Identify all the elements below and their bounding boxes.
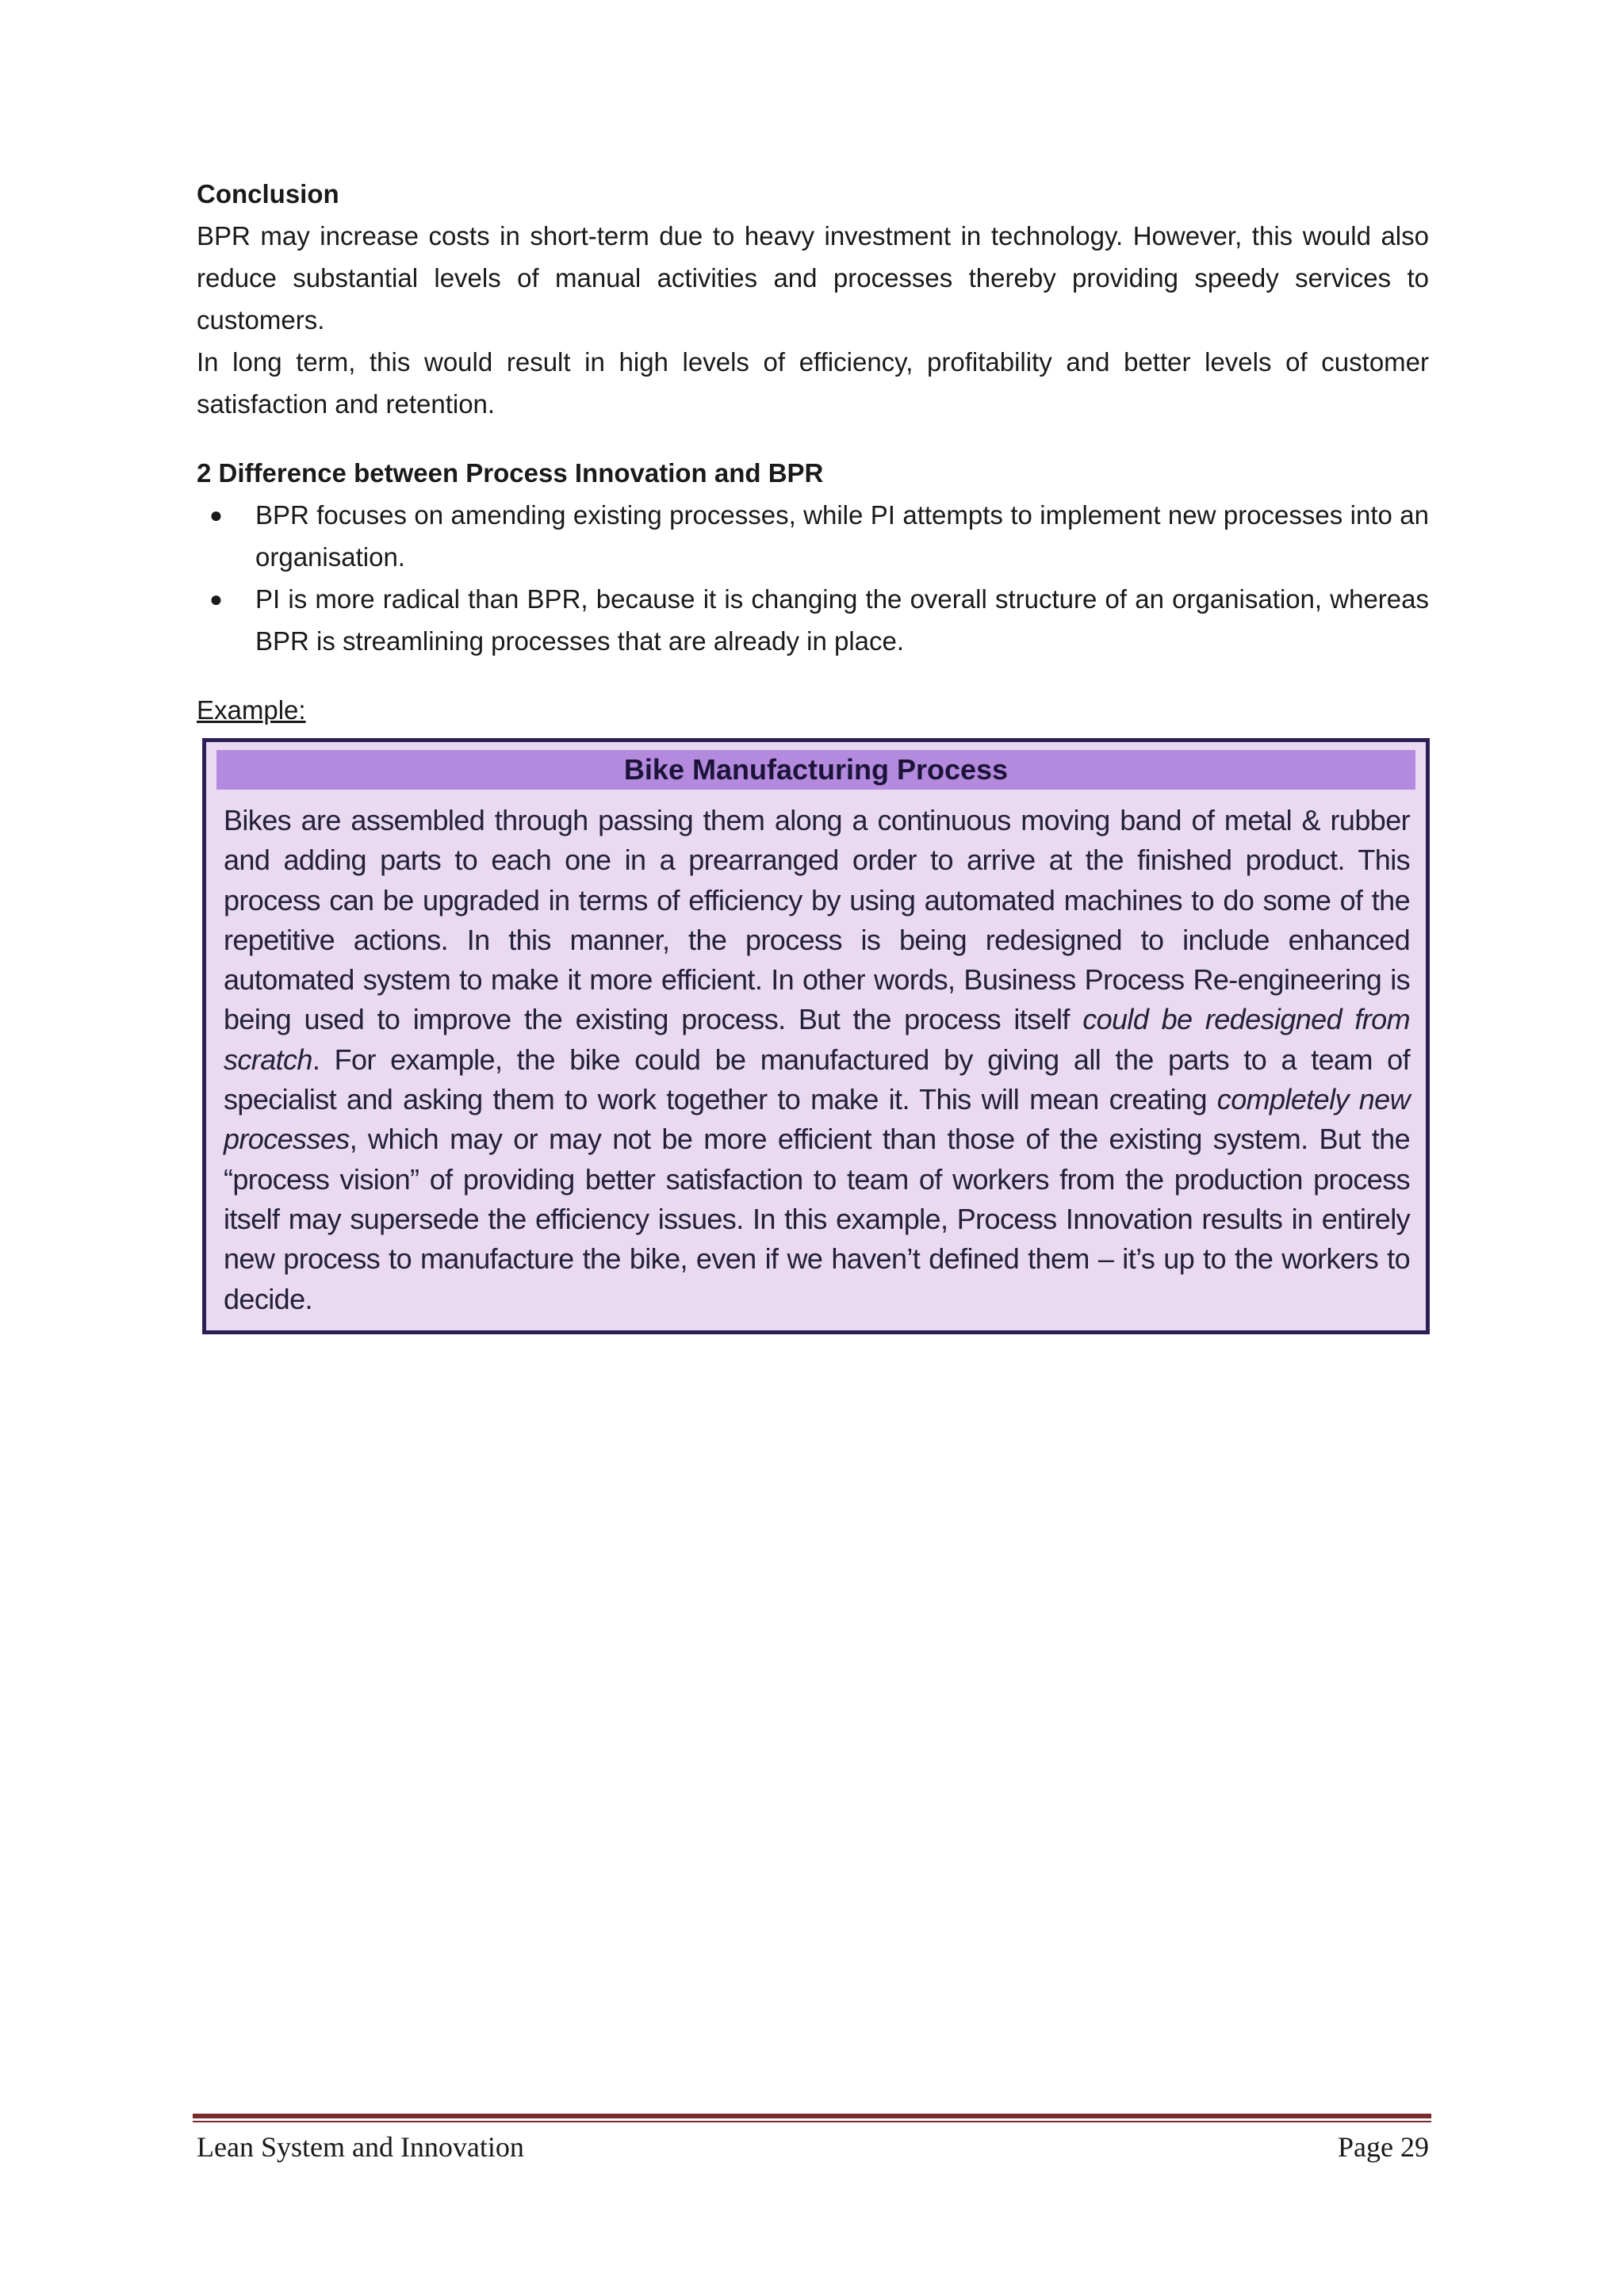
example-text-segment: Bikes are assembled through passing them along a continuous moving band of metal & rubber and adding parts to each one in a prearranged order to arrive at the finished product. This process can be upgraded in terms of efficiency by using automated machines to do some of the repetitive actions. In this manner, the process is being redesigned to include enhanced automated system to make it more efficient. In other words, Business Process Re-engineering is being used to improve the existing process. But the process itself xyxy=(224,804,1410,1036)
example-italic-segment: completely new processes xyxy=(224,1083,1411,1156)
page-content xyxy=(197,173,1429,731)
conclusion-paragraph-2: In long term, this would result in high levels of efficiency, profitability and better levels of customer satisfaction and retention. xyxy=(197,347,1429,419)
footer-divider-thin xyxy=(193,2121,1431,2122)
example-box-text xyxy=(224,801,1410,1319)
example-text-segment: , which may or may not be more efficient than those of the existing system. But the “process vision” of providing better satisfaction to team of workers from the production process itself may supersede the efficiency issues. In this example, Process Innovation results in entirely new process to manufacture the bike, even if we haven’t defined them – it’s up to the workers to decide. xyxy=(224,1123,1410,1315)
footer-document-title: Lean System and Innovation xyxy=(197,2131,524,2163)
example-text-segment: . For example, the bike could be manufactured by giving all the parts to a team of specialist and asking them to work together to make it. This will mean creating xyxy=(224,1043,1410,1116)
conclusion-paragraph-1: BPR may increase costs in short-term due to heavy investment in technology. However, this would also reduce substantial levels of manual activities and processes thereby providing speedy services to customers. xyxy=(197,221,1429,335)
bullet-icon: ● xyxy=(209,587,223,611)
footer-divider xyxy=(193,2114,1431,2118)
example-box-title: Bike Manufacturing Process xyxy=(216,750,1415,790)
difference-bullet-list xyxy=(197,494,1429,662)
bullet-text: PI is more radical than BPR, because it is changing the overall structure of an organisation, whereas BPR is streamlining processes that are already in place. xyxy=(255,584,1429,656)
bullet-text: BPR focuses on amending existing processes, while PI attempts to implement new processes into an organisation. xyxy=(255,500,1429,572)
bullet-item xyxy=(197,494,1429,578)
example-italic-segment: could be redesigned from scratch xyxy=(224,1003,1410,1076)
difference-heading: 2 Difference between Process Innovation and BPR xyxy=(197,458,824,488)
example-figure-box xyxy=(202,738,1430,1334)
bullet-icon: ● xyxy=(209,503,223,527)
bullet-item xyxy=(197,578,1429,662)
example-label: Example: xyxy=(197,695,306,725)
footer-page-number: Page 29 xyxy=(1338,2131,1429,2163)
conclusion-heading: Conclusion xyxy=(197,179,339,209)
